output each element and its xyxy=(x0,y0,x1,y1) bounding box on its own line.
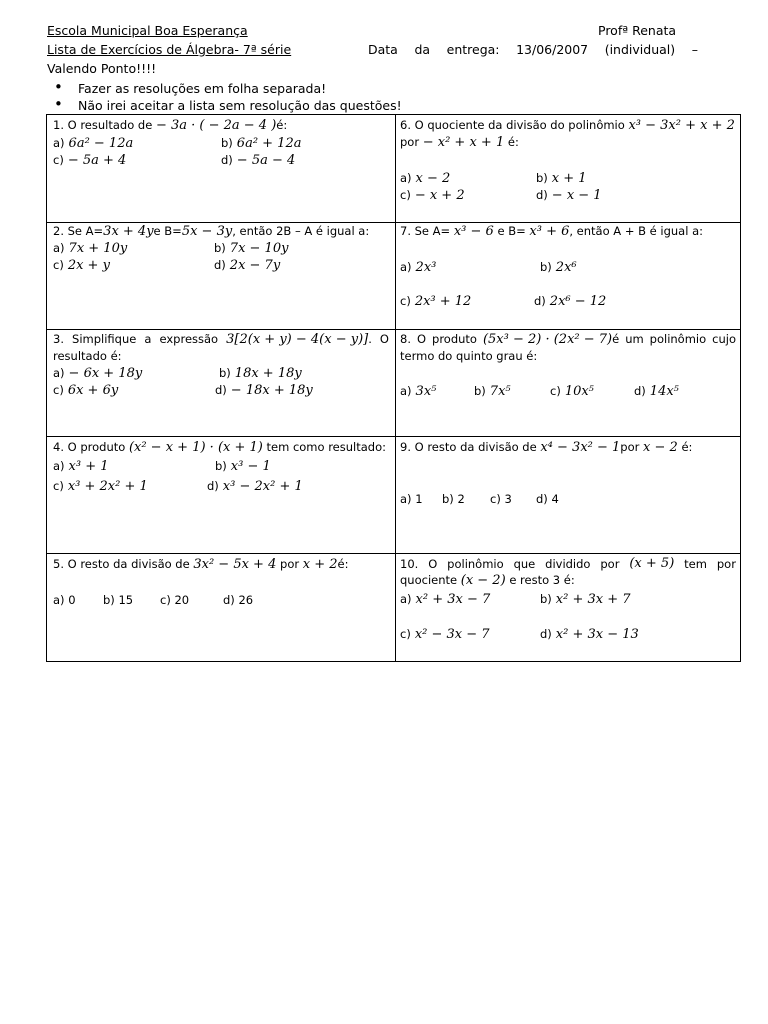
q4-b-label: b) xyxy=(215,459,227,473)
question-2-text xyxy=(53,223,389,240)
instructions-list xyxy=(52,80,402,114)
q6-option-c xyxy=(400,187,465,204)
row-divider xyxy=(47,553,740,554)
q10-word: que xyxy=(513,557,536,571)
q3-option-b xyxy=(219,365,302,382)
q8-d-value: 14x⁵ xyxy=(649,384,679,399)
question-4-text xyxy=(53,439,389,456)
question-8-text-line2: termo do quinto grau é: xyxy=(400,349,538,363)
q2-c-value: 2x + y xyxy=(67,258,110,273)
q10-a-label: a) xyxy=(400,592,412,606)
q7-d-value: 2x⁶ − 12 xyxy=(549,294,607,309)
list-title: Lista de Exercícios de Álgebra- 7ª série xyxy=(47,42,292,57)
q5-prefix: 5. O resto da divisão de xyxy=(53,557,190,571)
q8-option-a xyxy=(400,383,436,400)
q6-d-label: d) xyxy=(536,188,548,202)
q4-expression: (x² − x + 1) · (x + 1) xyxy=(128,440,263,455)
row-divider xyxy=(47,329,740,330)
q1-a-label: a) xyxy=(53,136,65,150)
q10-remainder-text: e resto 3 é: xyxy=(509,573,575,587)
q9-option-a: a) 1 xyxy=(400,492,423,506)
q10-d-value: x² + 3x − 13 xyxy=(555,627,639,642)
q2-d-label: d) xyxy=(214,258,226,272)
q10-word: dividido xyxy=(545,557,591,571)
q6-option-d xyxy=(536,187,602,204)
dash: – xyxy=(691,42,698,57)
q8-c-label: c) xyxy=(550,384,561,398)
q7-c-label: c) xyxy=(400,294,411,308)
q3-b-label: b) xyxy=(219,366,231,380)
q6-by: por xyxy=(400,135,420,149)
q1-option-a xyxy=(53,135,133,152)
q8-word: produto xyxy=(432,332,477,346)
q7-text-a: 7. Se A= xyxy=(400,224,451,238)
q5-by: por xyxy=(280,557,300,571)
q5-option-c: c) 20 xyxy=(160,593,190,607)
q2-a-value: 7x + 10y xyxy=(68,241,128,256)
q3-d-value: − 18x + 18y xyxy=(230,383,313,398)
q10-c-label: c) xyxy=(400,627,411,641)
q4-c-value: x³ + 2x² + 1 xyxy=(67,479,148,494)
q8-word: cujo xyxy=(712,332,736,346)
instruction-item: • Não irei aceitar a lista sem resolução das questões! xyxy=(52,97,402,114)
q7-a-expression: x³ − 6 xyxy=(453,224,494,239)
q2-text-a: 2. Se A= xyxy=(53,224,104,238)
question-5-text xyxy=(53,556,389,573)
q10-c-value: x² − 3x − 7 xyxy=(414,627,490,642)
school-name: Escola Municipal Boa Esperança xyxy=(47,23,248,38)
q4-a-label: a) xyxy=(53,459,65,473)
q3-c-value: 6x + 6y xyxy=(67,383,119,398)
q10-option-c xyxy=(400,626,490,643)
question-10-text-line2 xyxy=(400,572,736,589)
q3-option-d xyxy=(215,382,313,399)
due-date-line xyxy=(368,42,698,57)
question-5 xyxy=(53,556,389,656)
question-6 xyxy=(400,117,738,220)
q10-option-a xyxy=(400,591,490,608)
q4-option-d xyxy=(207,478,303,495)
row-divider xyxy=(47,436,740,437)
q2-a-label: a) xyxy=(53,241,65,255)
q1-option-c xyxy=(53,152,126,169)
q2-b-value: 7x − 10y xyxy=(229,241,289,256)
q7-option-a xyxy=(400,259,436,276)
q10-word: polinômio xyxy=(447,557,504,571)
question-1 xyxy=(53,117,389,220)
q7-a-value: 2x³ xyxy=(415,260,437,275)
q10-a-value: x² + 3x − 7 xyxy=(415,592,491,607)
q9-suffix: é: xyxy=(681,440,693,454)
q9-option-b: b) 2 xyxy=(442,492,465,506)
question-9-text xyxy=(400,439,738,456)
q9-option-c: c) 3 xyxy=(490,492,512,506)
q5-option-d: d) 26 xyxy=(223,593,254,607)
q10-quotient: (x − 2) xyxy=(460,573,506,588)
q3-word: O xyxy=(379,332,389,346)
q1-c-label: c) xyxy=(53,153,64,167)
q3-word: a xyxy=(144,332,152,346)
q4-option-a xyxy=(53,458,109,475)
question-7 xyxy=(400,223,738,326)
q10-word: por xyxy=(716,557,736,571)
q1-option-b xyxy=(221,135,301,152)
q3-d-label: d) xyxy=(215,383,227,397)
q7-option-d xyxy=(534,293,606,310)
q8-word: O xyxy=(416,332,427,346)
q1-option-d xyxy=(221,152,295,169)
due-label-word-3: entrega: xyxy=(446,42,500,57)
q4-option-b xyxy=(215,458,271,475)
q10-word: por xyxy=(600,557,620,571)
questions-table xyxy=(46,114,741,662)
q9-divisor: x − 2 xyxy=(643,440,678,455)
q2-option-b xyxy=(214,240,288,257)
q1-c-value: − 5a + 4 xyxy=(67,153,127,168)
q8-option-c xyxy=(550,383,594,400)
q8-option-d xyxy=(634,383,679,400)
question-3-text-line2: resultado é: xyxy=(53,349,122,363)
instruction-item: • Fazer as resoluções em folha separada! xyxy=(52,80,402,97)
q2-b-label: b) xyxy=(214,241,226,255)
q4-b-value: x³ − 1 xyxy=(230,459,271,474)
q4-suffix: tem como resultado: xyxy=(266,440,386,454)
q6-option-a xyxy=(400,170,450,187)
question-3-text xyxy=(53,331,389,348)
q9-by: por xyxy=(620,440,640,454)
q8-option-b xyxy=(474,383,511,400)
q5-option-a: a) 0 xyxy=(53,593,76,607)
q4-a-value: x³ + 1 xyxy=(68,459,109,474)
q7-text-b: e B= xyxy=(497,224,526,238)
q7-c-value: 2x³ + 12 xyxy=(414,294,472,309)
q7-b-label: b) xyxy=(540,260,552,274)
q6-a-label: a) xyxy=(400,171,412,185)
question-9 xyxy=(400,439,738,549)
q2-c-label: c) xyxy=(53,258,64,272)
q3-expression: 3[2(x + y) − 4(x − y)] xyxy=(226,332,369,347)
question-10-text xyxy=(400,556,736,572)
teacher-name: Profª Renata xyxy=(598,23,677,38)
q1-b-label: b) xyxy=(221,136,233,150)
q6-prefix: 6. O quociente da divisão do polinômio xyxy=(400,118,625,132)
question-6-text xyxy=(400,117,738,134)
q5-divisor: x + 2 xyxy=(302,557,338,572)
q10-b-label: b) xyxy=(540,592,552,606)
q10-word: tem xyxy=(684,557,707,571)
q6-d-value: − x − 1 xyxy=(551,188,602,203)
q9-prefix: 9. O resto da divisão de xyxy=(400,440,537,454)
q8-a-label: a) xyxy=(400,384,412,398)
q6-option-b xyxy=(536,170,587,187)
q3-option-c xyxy=(53,382,118,399)
q6-b-value: x + 1 xyxy=(551,171,587,186)
q1-d-value: − 5a − 4 xyxy=(236,153,296,168)
q10-option-d xyxy=(540,626,639,643)
q3-word: 3. xyxy=(53,332,64,346)
q1-expression: − 3a · ( − 2a − 4 ) xyxy=(155,118,277,133)
q7-a-label: a) xyxy=(400,260,412,274)
q8-b-label: b) xyxy=(474,384,486,398)
due-date: 13/06/2007 xyxy=(516,42,589,57)
q10-option-b xyxy=(540,591,631,608)
q3-b-value: 18x + 18y xyxy=(234,366,302,381)
q8-word: um xyxy=(625,332,644,346)
q1-d-label: d) xyxy=(221,153,233,167)
q3-c-label: c) xyxy=(53,383,64,397)
question-8 xyxy=(400,331,736,434)
q1-b-value: 6a² + 12a xyxy=(236,136,302,151)
q8-word: é xyxy=(612,332,620,346)
q6-divisor: − x² + x + 1 xyxy=(422,135,505,150)
q2-option-a xyxy=(53,240,127,257)
q2-b-expression: 5x − 3y xyxy=(181,224,233,239)
q7-option-b xyxy=(540,259,577,276)
q2-option-c xyxy=(53,257,110,274)
q3-option-a xyxy=(53,365,142,382)
q9-option-d: d) 4 xyxy=(536,492,559,506)
q7-b-value: 2x⁶ xyxy=(555,260,577,275)
q8-a-value: 3x⁵ xyxy=(415,384,437,399)
q3-period: . xyxy=(368,332,372,346)
q5-option-b: b) 15 xyxy=(103,593,134,607)
q3-word: expressão xyxy=(159,332,219,346)
q6-a-value: x − 2 xyxy=(415,171,451,186)
question-6-text-line2 xyxy=(400,134,738,151)
q10-d-label: d) xyxy=(540,627,552,641)
due-label-word-2: da xyxy=(414,42,431,57)
q6-suffix: é: xyxy=(507,135,519,149)
q8-c-value: 10x⁵ xyxy=(564,384,594,399)
question-10 xyxy=(400,556,736,656)
q8-word: polinômio xyxy=(649,332,707,346)
q6-c-value: − x + 2 xyxy=(414,188,465,203)
q1-a-value: 6a² − 12a xyxy=(68,136,134,151)
q6-c-label: c) xyxy=(400,188,411,202)
q1-prefix: 1. O resultado de xyxy=(53,118,153,132)
q4-c-label: c) xyxy=(53,479,64,493)
q9-expression: x⁴ − 3x² − 1 xyxy=(540,440,621,455)
q5-expression: 3x² − 5x + 4 xyxy=(193,557,277,572)
q1-suffix: é: xyxy=(276,118,288,132)
q2-option-d xyxy=(214,257,280,274)
q10-divisor: (x + 5) xyxy=(629,556,675,571)
question-8-text xyxy=(400,331,736,348)
q7-d-label: d) xyxy=(534,294,546,308)
q8-word: 8. xyxy=(400,332,411,346)
q8-d-label: d) xyxy=(634,384,646,398)
q10-word: 10. xyxy=(400,557,419,571)
due-label-word-1: Data xyxy=(368,42,398,57)
q6-expression: x³ − 3x² + x + 2 xyxy=(628,118,735,133)
q2-d-value: 2x − 7y xyxy=(229,258,281,273)
question-2 xyxy=(53,223,389,326)
q4-option-c xyxy=(53,478,148,495)
q8-b-value: 7x⁵ xyxy=(489,384,511,399)
question-3 xyxy=(53,331,389,434)
q2-text-b: e B= xyxy=(153,224,182,238)
q7-option-c xyxy=(400,293,471,310)
q5-suffix: é: xyxy=(337,557,349,571)
question-7-text xyxy=(400,223,738,240)
q2-a-expression: 3x + 4y xyxy=(103,224,154,239)
q8-expression: (5x³ − 2) · (2x² − 7) xyxy=(482,332,613,347)
q2-text-c: , então 2B – A é igual a: xyxy=(232,224,370,238)
q7-text-c: , então A + B é igual a: xyxy=(569,224,703,238)
q6-b-label: b) xyxy=(536,171,548,185)
q3-a-label: a) xyxy=(53,366,65,380)
q3-a-value: − 6x + 18y xyxy=(68,366,143,381)
question-4 xyxy=(53,439,389,549)
question-1-text xyxy=(53,117,389,134)
q4-d-value: x³ − 2x² + 1 xyxy=(222,479,303,494)
points-note: Valendo Ponto!!!! xyxy=(47,61,157,76)
q4-d-label: d) xyxy=(207,479,219,493)
q7-b-expression: x³ + 6 xyxy=(529,224,570,239)
q10-b-value: x² + 3x + 7 xyxy=(555,592,631,607)
column-divider xyxy=(395,115,396,661)
q4-prefix: 4. O produto xyxy=(53,440,126,454)
work-mode: (individual) xyxy=(604,42,676,57)
q3-word: Simplifique xyxy=(72,332,137,346)
q10-word: O xyxy=(428,557,438,571)
q10-quotient-label: quociente xyxy=(400,573,458,587)
